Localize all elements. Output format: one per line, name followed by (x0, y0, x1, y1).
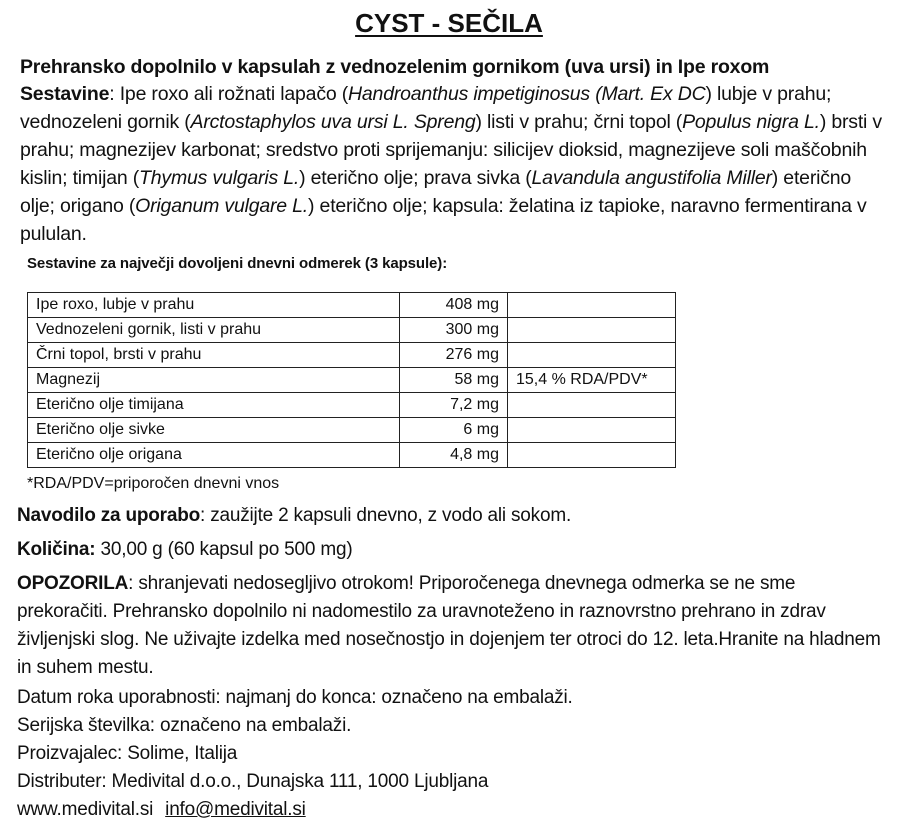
amount-cell: 276 mg (400, 343, 508, 368)
amount-cell: 7,2 mg (400, 393, 508, 418)
dose-table-heading: Sestavine za največji dovoljeni dnevni odmerek (3 kapsule): (27, 255, 448, 272)
product-info (17, 684, 573, 824)
ingredients-text: ) brsti v prahu; magnezijev karbonat; sredstvo proti sprijemanju: silicijev dioksid, magnezijeve soli maščobnih kislin; timijan ( (20, 111, 882, 189)
amount-cell: 58 mg (400, 368, 508, 393)
ingredients-paragraph (20, 80, 885, 248)
expiry-date: Datum roka uporabnosti: najmanj do konca: označeno na embalaži. (17, 687, 573, 708)
ingredient-name-cell: Eterično olje sivke (28, 418, 400, 443)
amount-cell: 408 mg (400, 293, 508, 318)
ingredient-name-cell: Eterično olje timijana (28, 393, 400, 418)
distributor: Distributer: Medivital d.o.o., Dunajska 111, 1000 Ljubljana (17, 771, 489, 792)
ingredients-text: ) eterično olje; prava sivka ( (299, 167, 532, 189)
usage-text: : zaužijte 2 kapsuli dnevno, z vodo ali sokom. (200, 505, 572, 526)
dose-table-row (28, 318, 676, 343)
amount-cell: 4,8 mg (400, 443, 508, 468)
ingredients-text: ) listi v prahu; črni topol ( (475, 111, 683, 133)
latin-name: Arctostaphylos uva ursi L. Spreng (190, 111, 476, 133)
rda-cell (508, 393, 676, 418)
rda-cell (508, 443, 676, 468)
dose-table-row (28, 443, 676, 468)
dose-table-row (28, 368, 676, 393)
warnings-text: : shranjevati nedosegljivo otrokom! Priporočenega dnevnega odmerka se ne sme prekoračiti. Prehransko dopolnilo ni nadomestilo za uravnoteženo in raznovrstno prehrano in zdrav življenjski slog. Ne uživajte izdelka med nosečnostjo in dojenjem ter otroci do 12. leta.Hranite na hladnem in suhem mestu. (17, 573, 881, 678)
amount-cell: 6 mg (400, 418, 508, 443)
ingredients-text: ) eterično olje; kapsula: želatina iz tapioke, naravno fermentirana v pululan. (20, 195, 867, 245)
ingredient-name-cell: Eterično olje origana (28, 443, 400, 468)
rda-cell (508, 343, 676, 368)
latin-name: Lavandula angustifolia Miller (531, 167, 772, 189)
latin-name: Thymus vulgaris L. (139, 167, 300, 189)
ingredient-name-cell: Ipe roxo, lubje v prahu (28, 293, 400, 318)
warnings (17, 570, 887, 682)
serial-number: Serijska številka: označeno na embalaži. (17, 715, 352, 736)
rda-cell (508, 318, 676, 343)
amount-cell: 300 mg (400, 318, 508, 343)
ingredients-label: Sestavine (20, 83, 110, 105)
product-subtitle: Prehransko dopolnilo v kapsulah z vednozelenim gornikom (uva ursi) in Ipe roxom (20, 56, 770, 78)
product-title: CYST - SEČILA (355, 8, 543, 38)
rda-footnote: *RDA/PDV=priporočen dnevni vnos (27, 475, 280, 492)
dose-table-row (28, 343, 676, 368)
ingredients-text: ) lubje v prahu; vednozeleni gornik ( (20, 83, 832, 133)
contact-line (17, 796, 573, 824)
quantity-text: 30,00 g (60 kapsul po 500 mg) (95, 539, 353, 560)
ingredient-name-cell: Magnezij (28, 368, 400, 393)
manufacturer: Proizvajalec: Solime, Italija (17, 743, 238, 764)
warnings-label: OPOZORILA (17, 573, 129, 594)
quantity-label: Količina: (17, 539, 96, 560)
rda-cell: 15,4 % RDA/PDV* (508, 368, 676, 393)
email-link[interactable]: info@medivital.si (165, 799, 306, 820)
website-link[interactable]: www.medivital.si (17, 799, 154, 820)
dose-table-row (28, 393, 676, 418)
ingredient-name-cell: Vednozeleni gornik, listi v prahu (28, 318, 400, 343)
ingredient-name-cell: Črni topol, brsti v prahu (28, 343, 400, 368)
usage-instructions (17, 502, 887, 530)
usage-label: Navodilo za uporabo (17, 505, 201, 526)
quantity (17, 536, 887, 564)
latin-name: Origanum vulgare L. (135, 195, 309, 217)
latin-name: Handroanthus impetiginosus (Mart. Ex DC (348, 83, 706, 105)
dose-table-row (28, 293, 676, 318)
dose-table (27, 292, 676, 468)
ingredients-text: ) eterično olje; origano ( (20, 167, 852, 217)
dose-table-row (28, 418, 676, 443)
rda-cell (508, 418, 676, 443)
latin-name: Populus nigra L. (682, 111, 820, 133)
rda-cell (508, 293, 676, 318)
ingredients-text: : Ipe roxo ali rožnati lapačo ( (109, 83, 349, 105)
